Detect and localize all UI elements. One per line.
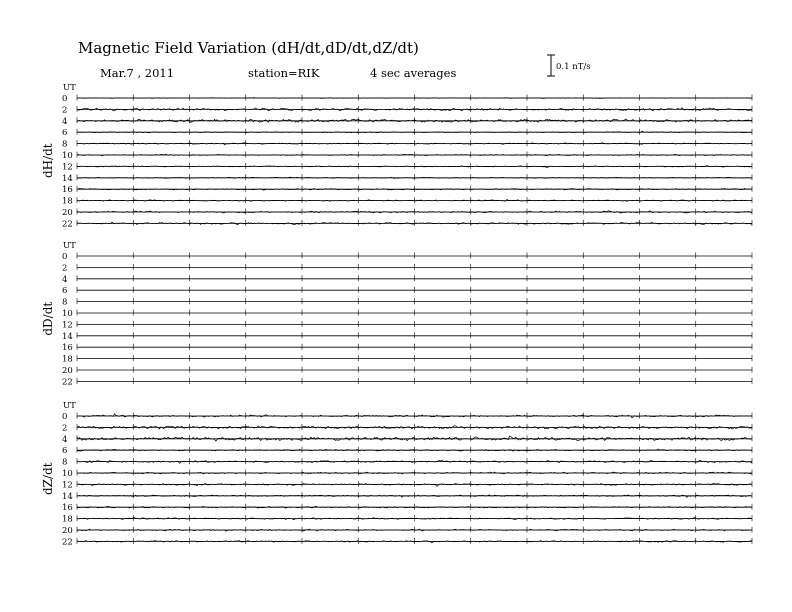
row-label-20: 20 <box>62 526 73 536</box>
scale-bar <box>547 55 591 76</box>
row-label-16: 16 <box>62 185 73 196</box>
row-label-10: 10 <box>62 469 73 479</box>
ut-label: UT <box>63 83 76 93</box>
row-label-22: 22 <box>62 537 73 548</box>
y-axis-title: dH/dt <box>41 143 55 179</box>
row-label-22: 22 <box>62 377 73 388</box>
y-axis-title: dD/dt <box>41 301 55 336</box>
row-label-20: 20 <box>62 366 73 376</box>
panel-dD-dt <box>41 241 752 387</box>
y-axis-title: dZ/dt <box>41 462 55 495</box>
panels <box>41 83 752 547</box>
row-label-12: 12 <box>62 320 73 331</box>
row-label-6: 6 <box>62 286 68 297</box>
row-label-2: 2 <box>62 423 68 434</box>
row-label-16: 16 <box>62 503 73 514</box>
row-label-10: 10 <box>62 309 73 319</box>
date-label: Mar.7 , 2011 <box>100 66 175 80</box>
row-label-14: 14 <box>62 331 73 342</box>
row-label-0: 0 <box>62 252 68 262</box>
station-label: station=RIK <box>248 66 320 80</box>
scale-bar-label: 0.1 nT/s <box>556 62 591 72</box>
row-label-6: 6 <box>62 446 68 457</box>
row-label-18: 18 <box>62 514 73 525</box>
row-label-14: 14 <box>62 491 73 502</box>
chart-title: Magnetic Field Variation (dH/dt,dD/dt,dZ/dt) <box>78 39 419 57</box>
row-label-8: 8 <box>62 457 68 468</box>
row-label-0: 0 <box>62 94 68 104</box>
row-label-4: 4 <box>62 274 68 285</box>
row-label-12: 12 <box>62 480 73 491</box>
row-label-12: 12 <box>62 162 73 173</box>
row-label-22: 22 <box>62 219 73 230</box>
ut-label: UT <box>63 241 76 251</box>
row-label-2: 2 <box>62 105 68 116</box>
row-label-6: 6 <box>62 128 68 139</box>
row-label-4: 4 <box>62 434 68 445</box>
row-label-8: 8 <box>62 139 68 150</box>
row-label-20: 20 <box>62 208 73 218</box>
row-label-2: 2 <box>62 263 68 274</box>
ut-label: UT <box>63 401 76 411</box>
row-label-16: 16 <box>62 343 73 354</box>
panel-dH-dt <box>41 83 752 229</box>
row-label-18: 18 <box>62 196 73 207</box>
row-label-10: 10 <box>62 151 73 161</box>
averaging-label: 4 sec averages <box>370 66 457 80</box>
row-label-8: 8 <box>62 297 68 308</box>
panel-dZ-dt <box>41 401 752 547</box>
row-label-14: 14 <box>62 173 73 184</box>
row-label-4: 4 <box>62 116 68 127</box>
row-label-0: 0 <box>62 412 68 422</box>
row-label-18: 18 <box>62 354 73 365</box>
